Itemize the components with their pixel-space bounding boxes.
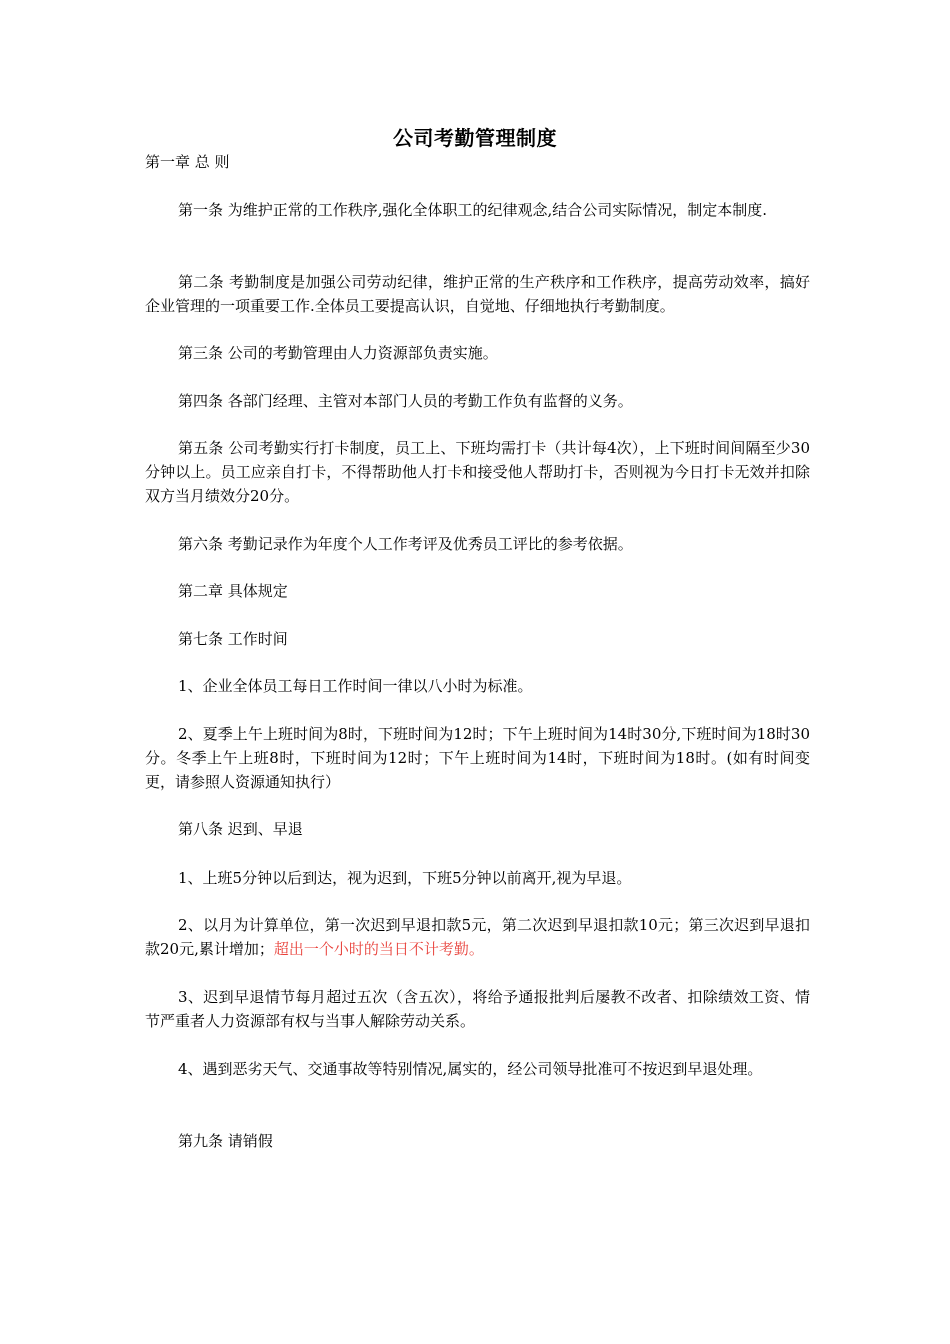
- article-9-heading: 第九条 请销假: [178, 1132, 273, 1150]
- article-5: 第五条 公司考勤实行打卡制度，员工上、下班均需打卡（共计每4次），上下班时间间隔至少30分钟以上。员工应亲自打卡，不得帮助他人打卡和接受他人帮助打卡，否则视为今日打卡无效并扣除双方当月绩效分20分。: [145, 439, 810, 505]
- article-8-heading: 第八条 迟到、早退: [178, 820, 303, 838]
- article-4: 第四条 各部门经理、主管对本部门人员的考勤工作负有监督的义务。: [178, 392, 633, 410]
- article-2: 第二条 考勤制度是加强公司劳动纪律，维护正常的生产秩序和工作秩序，提高劳动效率，搞好企业管理的一项重要工作.全体员工要提高认识，自觉地、仔细地执行考勤制度。: [145, 273, 810, 315]
- document-title: 公司考勤管理制度: [393, 126, 557, 150]
- article-1: 第一条 为维护正常的工作秩序,强化全体职工的纪律观念,结合公司实际情况，制定本制度.: [178, 201, 768, 219]
- chapter-1-heading: 第一章 总 则: [145, 153, 230, 171]
- article-3: 第三条 公司的考勤管理由人力资源部负责实施。: [178, 344, 498, 362]
- article-8-item-4: 4、遇到恶劣天气、交通事故等特别情况,属实的，经公司领导批准可不按迟到早退处理。: [178, 1060, 763, 1078]
- article-8-item-3: 3、迟到早退情节每月超过五次（含五次），将给予通报批判后屡教不改者、扣除绩效工资、情节严重者人力资源部有权与当事人解除劳动关系。: [145, 988, 810, 1030]
- chapter-2-heading: 第二章 具体规定: [178, 582, 288, 600]
- article-7-item-1: 1、企业全体员工每日工作时间一律以八小时为标准。: [178, 677, 533, 695]
- article-8-item-2-highlight: 超出一个小时的当日不计考勤。: [273, 940, 484, 958]
- article-8-item-2-text: 2、以月为计算单位，第一次迟到早退扣款5元，第二次迟到早退扣款10元；第三次迟到早退扣款20元,累计增加；: [145, 916, 810, 958]
- article-7-item-2: 2、夏季上午上班时间为8时，下班时间为12时；下午上班时间为14时30分,下班时间为18时30分。冬季上午上班8时，下班时间为12时；下午上班时间为14时，下班时间为18时。(如有时间变更，请参照人资源通知执行）: [145, 725, 810, 791]
- article-7-heading: 第七条 工作时间: [178, 630, 288, 648]
- article-8-item-2: [145, 913, 810, 961]
- article-6: 第六条 考勤记录作为年度个人工作考评及优秀员工评比的参考依据。: [178, 535, 633, 553]
- article-8-item-1: 1、上班5分钟以后到达，视为迟到，下班5分钟以前离开,视为早退。: [178, 869, 632, 887]
